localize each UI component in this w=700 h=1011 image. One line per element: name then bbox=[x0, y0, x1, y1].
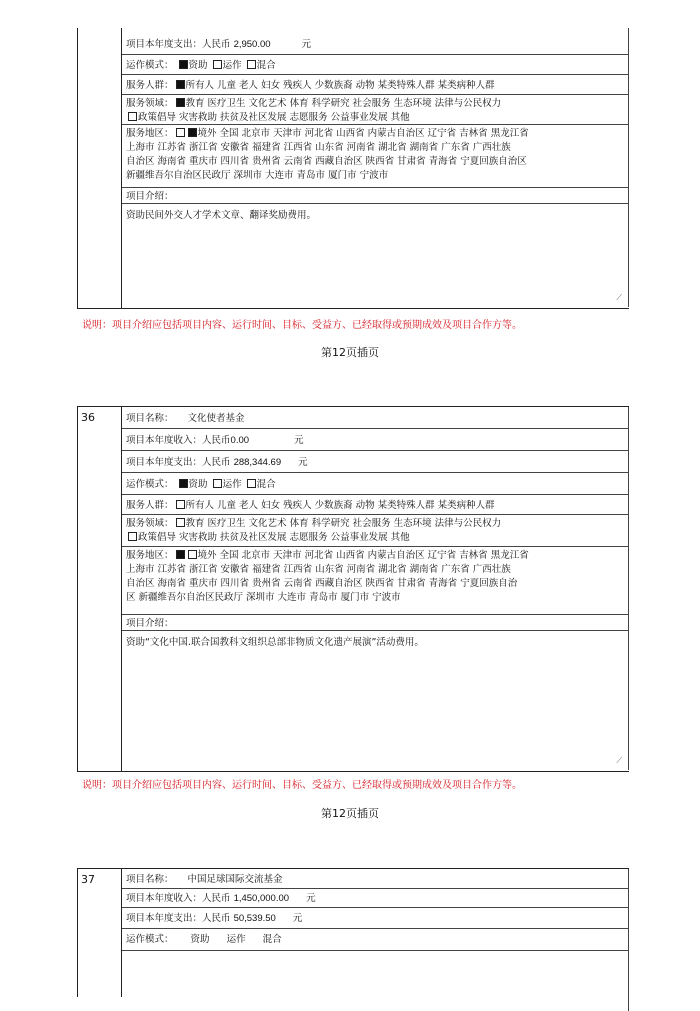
income-row: 项目本年度收入：人民币 1,450,000.00 元 bbox=[122, 889, 629, 908]
note-text: 说明：项目介绍应包括项目内容、运行时间、目标、受益方、已经取得或预期成效及项目合作方等。 bbox=[82, 320, 522, 331]
mode-checkbox-operation[interactable] bbox=[213, 60, 222, 69]
expense-amount: 50,539.50 bbox=[233, 913, 276, 924]
field-row: 服务领域： 教育 医疗卫生 文化艺术 体育 科学研究 社会服务 生态环境 法律与公民权力 政策倡导 灾害救助 扶贫及社区发展 志愿服务 公益事业发展 其他 bbox=[122, 515, 629, 547]
income-row: 项目本年度收入：人民币0.00 元 bbox=[122, 429, 629, 451]
intro-label-row: 项目介绍： bbox=[122, 188, 629, 204]
number-column bbox=[78, 869, 122, 997]
mode-checkbox-funding[interactable] bbox=[179, 479, 188, 488]
people-options: 所有人 儿童 老人 妇女 残疾人 少数族裔 动物 某类特殊人群 某类病种人群 bbox=[185, 500, 495, 511]
mode-checkbox-mixed[interactable] bbox=[247, 479, 256, 488]
mode-option-mixed[interactable]: 混合 bbox=[262, 934, 282, 945]
mode-checkbox-operation[interactable] bbox=[213, 479, 222, 488]
intro-textarea[interactable]: 资助“文化中国.联合国教科文组织总部非物质文化遗产展演”活动费用。 ⟋ bbox=[122, 631, 629, 770]
expense-row: 项目本年度支出：人民币 50,539.50 元 bbox=[122, 908, 629, 929]
page-ref: 第12页插页 bbox=[321, 807, 379, 820]
mode-option-funding[interactable]: 资助 bbox=[190, 934, 210, 945]
people-options: 所有人 儿童 老人 妇女 残疾人 少数族裔 动物 某类特殊人群 某类病种人群 bbox=[185, 80, 495, 91]
name-row: 项目名称： 中国足球国际交流基金 bbox=[122, 869, 629, 889]
project-name: 文化使者基金 bbox=[187, 413, 245, 424]
people-row: 服务人群： 所有人 儿童 老人 妇女 残疾人 少数族裔 动物 某类特殊人群 某类病种人群 bbox=[122, 75, 629, 95]
field-checkbox-education[interactable] bbox=[176, 518, 185, 527]
mode-row: 运作模式： 资助 运作 混合 bbox=[122, 473, 629, 495]
region-row: 服务地区： 境外 全国 北京市 天津市 河北省 山西省 内蒙古自治区 辽宁省 吉林省 黑龙江省 上海市 江苏省 浙江省 安徽省 福建省 江西省 山东省 河南省 湖北省 湖南省 广东省 广西壮族 自治区 海南省 重庆市 四川省 贵州省 云南省 西藏自治区 陕西省 甘肃省 青海省 宁夏回族自治 区 新疆维吾尔自治区民政厅 深圳市 大连市 青岛市 厦门市 宁波市 bbox=[122, 547, 629, 615]
empty-row bbox=[122, 951, 629, 1011]
field-checkbox-policy[interactable] bbox=[128, 532, 137, 541]
mode-checkbox-funding[interactable] bbox=[179, 60, 188, 69]
people-row: 服务人群： 所有人 儿童 老人 妇女 残疾人 少数族裔 动物 某类特殊人群 某类病种人群 bbox=[122, 495, 629, 515]
mode-checkbox-mixed[interactable] bbox=[247, 60, 256, 69]
project-name: 中国足球国际交流基金 bbox=[187, 874, 283, 885]
resize-grip-icon: ⟋ bbox=[616, 756, 622, 765]
intro-label-row: 项目介绍： bbox=[122, 615, 629, 631]
project-block-36 bbox=[77, 406, 629, 772]
region-row: 服务地区： 境外 全国 北京市 天津市 河北省 山西省 内蒙古自治区 辽宁省 吉林省 黑龙江省 上海市 江苏省 浙江省 安徽省 福建省 江西省 山东省 河南省 湖北省 湖南省 广东省 广西壮族 自治区 海南省 重庆市 四川省 贵州省 云南省 西藏自治区 陕西省 甘肃省 青海省 宁夏回族自治区 新疆维吾尔自治区民政厅 深圳市 大连市 青岛市 厦门市 宁波市 bbox=[122, 125, 629, 188]
project-block-37 bbox=[77, 868, 629, 997]
project-number: 37 bbox=[81, 873, 95, 886]
region-checkbox-overseas[interactable] bbox=[176, 128, 185, 137]
mode-row: 运作模式： 资助 运作 混合 bbox=[122, 55, 629, 75]
resize-grip-icon: ⟋ bbox=[616, 293, 622, 302]
income-amount: 1,450,000.00 bbox=[233, 893, 290, 904]
number-column bbox=[78, 28, 122, 308]
project-block-35 bbox=[77, 28, 629, 309]
number-column bbox=[78, 407, 122, 771]
intro-textarea[interactable]: 资助民间外交人才学术文章、翻译奖励费用。 ⟋ bbox=[122, 204, 629, 307]
expense-amount: 2,950.00 bbox=[233, 39, 271, 50]
name-row: 项目名称： 文化使者基金 bbox=[122, 407, 629, 429]
region-checkbox-overseas[interactable] bbox=[176, 550, 185, 559]
page-ref: 第12页插页 bbox=[321, 346, 379, 359]
expense-row: 项目本年度支出：人民币 2,950.00 元 bbox=[122, 28, 629, 55]
expense-row: 项目本年度支出：人民币 288,344.69 元 bbox=[122, 451, 629, 473]
field-checkbox-education[interactable] bbox=[176, 98, 185, 107]
region-checkbox-national[interactable] bbox=[188, 128, 197, 137]
field-checkbox-policy[interactable] bbox=[128, 112, 137, 121]
people-checkbox-all[interactable] bbox=[176, 80, 185, 89]
income-amount: 0.00 bbox=[230, 435, 250, 446]
field-row: 服务领域： 教育 医疗卫生 文化艺术 体育 科学研究 社会服务 生态环境 法律与公民权力 政策倡导 灾害救助 扶贫及社区发展 志愿服务 公益事业发展 其他 bbox=[122, 95, 629, 125]
people-checkbox-all[interactable] bbox=[176, 500, 185, 509]
note-text: 说明：项目介绍应包括项目内容、运行时间、目标、受益方、已经取得或预期成效及项目合作方等。 bbox=[82, 780, 522, 791]
region-checkbox-national[interactable] bbox=[188, 550, 197, 559]
expense-amount: 288,344.69 bbox=[233, 457, 282, 468]
mode-row: 运作模式： 资助 运作 混合 bbox=[122, 929, 629, 951]
mode-option-operation[interactable]: 运作 bbox=[226, 934, 246, 945]
project-number: 36 bbox=[81, 411, 95, 424]
